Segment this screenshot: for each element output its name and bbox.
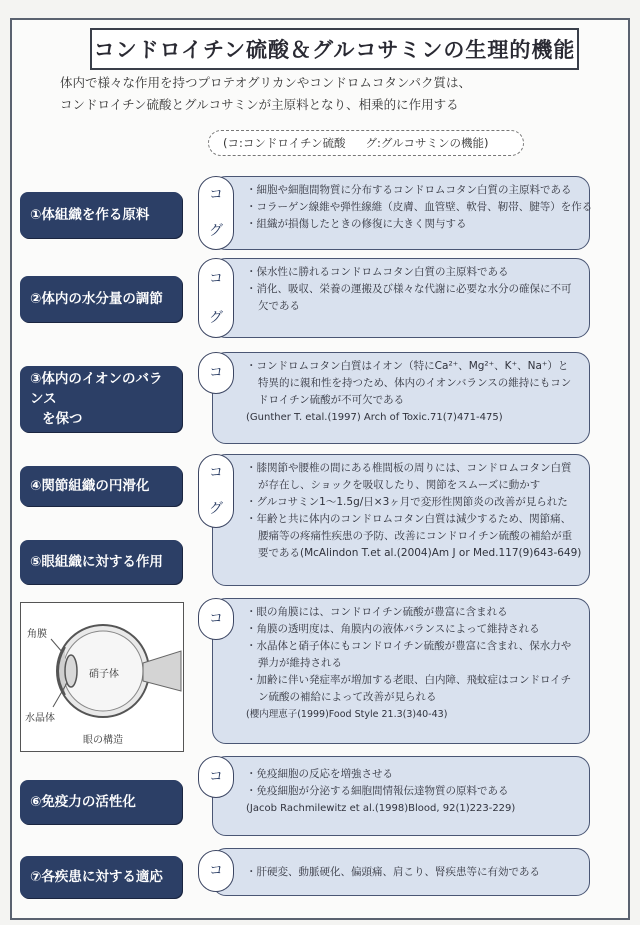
category-immunity: ⑥免疫力の活性化: [20, 780, 182, 824]
point: ・肝硬変、動脈硬化、偏頭痛、肩こり、腎疾患等に有効である: [246, 866, 540, 878]
page-title: コンドロイチン硫酸＆グルコサミンの生理的機能: [90, 28, 579, 70]
point: ・コラーゲン線維や弾性線維（皮膚、血管壁、軟骨、靭帯、腱等）を作る: [246, 201, 593, 213]
points-immunity: [246, 766, 590, 817]
category-eye-tissue: ⑤眼組織に対する作用: [20, 540, 182, 584]
point: ・免疫細胞の反応を増強させる: [246, 768, 393, 780]
point: ・細胞や細胞間物質に分布するコンドロムコタン白質の主原料である: [246, 184, 572, 196]
badge-ko: コ: [209, 769, 223, 785]
intro-line-1: 体内で様々な作用を持つプロテオグリカンやコンドロムコタンパク質は、: [60, 75, 472, 90]
badge-gu: グ: [209, 309, 223, 326]
badge-ko: [198, 756, 234, 798]
point: ・加齢に伴い発症率が増加する老眼、白内障、飛蚊症はコンドロイチ: [246, 674, 572, 686]
point: ・年齢と共に体内のコンドロムコタン白質は減少するため、関節痛、: [246, 513, 572, 525]
point: ・角膜の透明度は、角膜内の液体バランスによって維持される: [246, 623, 540, 635]
badge-ko: コ: [209, 187, 223, 203]
legend-glucosamine: グ:グルコサミンの機能: [365, 136, 484, 150]
badge-gu: グ: [209, 223, 223, 239]
badge-ko: コ: [209, 611, 223, 627]
category-ion-balance: [20, 366, 182, 432]
point: ・組織が損傷したときの修復に大きく関与する: [246, 218, 467, 230]
reference: (Jacob Rachmilewitz et al.(1998)Blood, 92(1)223-229): [246, 803, 516, 814]
lens-shape: [65, 655, 77, 687]
label-cornea: 角膜: [27, 629, 47, 640]
label-lens: 水晶体: [25, 713, 55, 724]
point: 特異的に親和性を持つため、体内のイオンバランスの維持にもコン: [258, 377, 572, 389]
point: ン硫酸の補給によって改善が見られる: [258, 691, 437, 703]
points-eye-tissue: [246, 604, 590, 723]
optic-nerve-shape: [143, 651, 181, 691]
intro-line-2: コンドロイチン硫酸とグルコサミンが主原料となり、相乗的に作用する: [60, 97, 459, 112]
badge-gu: グ: [209, 501, 223, 517]
point: ドロイチン硫酸が不可欠である: [258, 394, 405, 406]
intro-text: [60, 72, 580, 116]
point: ・眼の角膜には、コンドロイチン硫酸が豊富に含まれる: [246, 606, 508, 618]
reference: (Gunther T. etal.(1997) Arch of Toxic.71(7)471-475): [246, 412, 503, 423]
legend-chondroitin: コ:コンドロイチン硫酸: [227, 136, 346, 150]
point: 弾力が維持される: [258, 657, 342, 669]
badge-ko: [198, 850, 234, 892]
badge-ko: コ: [209, 365, 223, 381]
legend-open: (: [223, 136, 228, 150]
badge-ko-gu: [198, 176, 234, 250]
point: 要である(McAlindon T.et al.(2004)Am J or Med.117(9)643-649): [258, 547, 582, 559]
label-eye-structure: 眼の構造: [83, 735, 123, 746]
point: ・保水性に勝れるコンドロムコタン白質の主原料である: [246, 266, 509, 278]
point: ・水晶体と硝子体にもコンドロイチン硫酸が豊富に含まれ、保水力や: [246, 640, 572, 652]
points-disease-application: [246, 864, 590, 881]
badge-ko: [198, 598, 234, 640]
category-line: を保つ: [42, 411, 83, 427]
category-disease-application: ⑦各疾患に対する適応: [20, 856, 182, 898]
points-tissue-material: [246, 182, 593, 233]
point: ・コンドロムコタン白質はイオン（特にCa²⁺、Mg²⁺、K⁺、Na⁺）と: [246, 360, 569, 372]
badge-ko: コ: [209, 863, 223, 879]
reference: (櫻内理恵子(1999)Food Style 21.3(3)40-43): [246, 709, 448, 720]
category-tissue-material: ①体組織を作る原料: [20, 192, 182, 238]
point: ・膝関節や腰椎の間にある椎間板の周りには、コンドロムコタン白質: [246, 462, 572, 474]
badge-ko-gu: [198, 454, 234, 528]
label-vitreous: 硝子体: [89, 669, 119, 680]
category-line: ③体内のイオンのバランス: [30, 371, 163, 407]
category-joint-lubrication: ④関節組織の円滑化: [20, 466, 182, 506]
legend-close: ): [484, 136, 489, 150]
points-water-balance: [246, 264, 590, 315]
points-ion-balance: [246, 358, 590, 426]
badge-ko-gu: [198, 258, 234, 338]
point: が存在し、ショックを吸収したり、関節をスムーズに動かす: [258, 479, 541, 491]
cornea-pointer: [51, 639, 63, 653]
legend: [208, 130, 524, 156]
point: ・消化、吸収、栄養の運搬及び様々な代謝に必要な水分の確保に不可: [246, 283, 572, 295]
point: 腰痛等の疼痛性疾患の予防、改善にコンドロイチン硫酸の補給が重: [258, 530, 573, 542]
point: ・免疫細胞が分泌する細胞間情報伝達物質の原料である: [246, 785, 509, 797]
badge-ko: コ: [209, 270, 223, 287]
point: 欠である: [258, 300, 300, 312]
badge-ko: [198, 352, 234, 394]
points-joint-lubrication: [246, 460, 590, 562]
category-water-balance: ②体内の水分量の調節: [20, 276, 182, 322]
badge-ko: コ: [209, 465, 223, 481]
eye-structure-diagram: [20, 602, 184, 752]
point: ・グルコサミン1～1.5g/日×3ヶ月で変形性関節炎の改善が見られた: [246, 496, 568, 508]
